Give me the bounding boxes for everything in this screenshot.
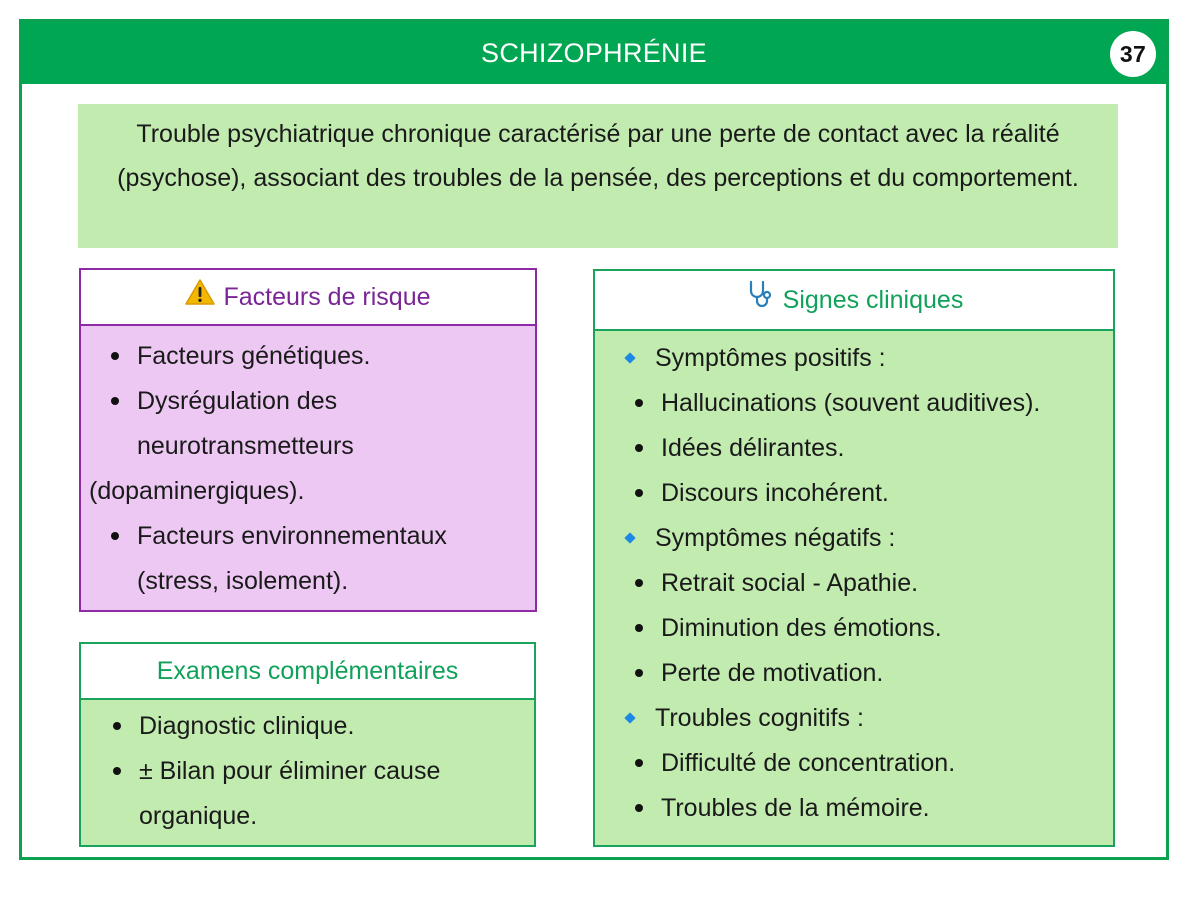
list-item-continuation: (stress, isolement).	[137, 567, 349, 595]
bullet-icon	[635, 399, 643, 407]
bullet-icon	[635, 489, 643, 497]
symptom-category: Symptômes négatifs :	[595, 516, 1113, 561]
bullet-icon	[111, 532, 119, 540]
diamond-icon	[624, 532, 635, 543]
list-item: Difficulté de concentration.	[595, 741, 1113, 786]
list-item: Dysrégulation des	[81, 379, 535, 424]
bullet-icon	[111, 397, 119, 405]
risk-factors-label: Facteurs de risque	[223, 283, 431, 311]
bullet-icon	[635, 804, 643, 812]
diamond-icon	[624, 712, 635, 723]
list-item: Diminution des émotions.	[595, 606, 1113, 651]
risk-factors-list	[81, 326, 535, 604]
list-item: Perte de motivation.	[595, 651, 1113, 696]
clinical-signs-box	[593, 269, 1115, 847]
symptom-category: Troubles cognitifs :	[595, 696, 1113, 741]
bullet-icon	[635, 579, 643, 587]
bullet-icon	[113, 722, 121, 730]
stethoscope-icon	[745, 272, 775, 330]
warning-icon	[185, 271, 215, 325]
card-frame	[19, 19, 1169, 860]
clinical-signs-label: Signes cliniques	[782, 286, 964, 314]
list-item: Retrait social - Apathie.	[595, 561, 1113, 606]
bullet-icon	[635, 624, 643, 632]
list-item: ± Bilan pour éliminer cause	[81, 749, 534, 794]
exams-list	[81, 700, 534, 839]
clinical-signs-title	[595, 271, 1113, 331]
list-item-continuation: neurotransmetteurs	[137, 432, 354, 460]
bullet-icon	[635, 759, 643, 767]
definition-block: Trouble psychiatrique chronique caractérisé par une perte de contact avec la réalité (psychose), associant des troubles de la pensée, des perceptions et du comportement.	[78, 104, 1118, 248]
list-item: Diagnostic clinique.	[81, 704, 534, 749]
clinical-signs-list	[595, 331, 1113, 831]
bullet-icon	[111, 352, 119, 360]
header-bar	[22, 22, 1166, 84]
list-item: Hallucinations (souvent auditives).	[595, 381, 1113, 426]
list-item-continuation: (dopaminergiques).	[89, 477, 305, 505]
risk-factors-title	[81, 270, 535, 326]
risk-factors-box	[79, 268, 537, 612]
list-item: Troubles de la mémoire.	[595, 786, 1113, 831]
page-number-badge: 37	[1110, 31, 1156, 77]
page-title: SCHIZOPHRÉNIE	[481, 38, 707, 68]
bullet-icon	[635, 444, 643, 452]
bullet-icon	[113, 767, 121, 775]
symptom-category: Symptômes positifs :	[595, 336, 1113, 381]
bullet-icon	[635, 669, 643, 677]
list-item-continuation: organique.	[139, 802, 258, 830]
diamond-icon	[624, 352, 635, 363]
list-item: Idées délirantes.	[595, 426, 1113, 471]
exams-box	[79, 642, 536, 847]
list-item: Discours incohérent.	[595, 471, 1113, 516]
list-item: Facteurs génétiques.	[81, 334, 535, 379]
exams-title: Examens complémentaires	[81, 644, 534, 700]
list-item: Facteurs environnementaux	[81, 514, 535, 559]
